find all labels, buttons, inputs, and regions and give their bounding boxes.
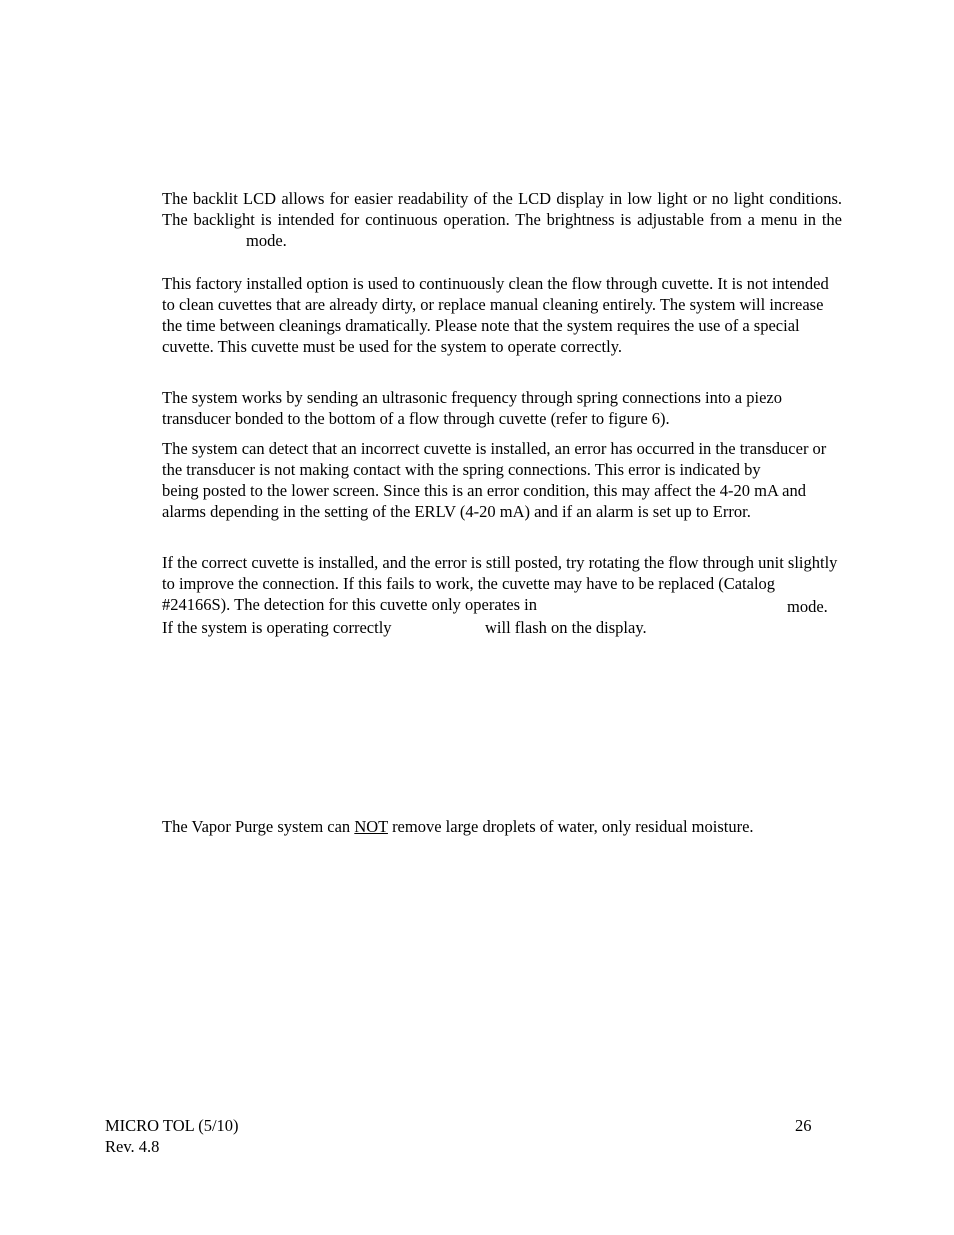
- page-footer: [105, 1115, 239, 1157]
- page-number: 26: [795, 1116, 812, 1135]
- troubleshooting-text-4: will flash on the display.: [485, 618, 647, 637]
- troubleshooting-lines: [162, 552, 842, 615]
- troubleshooting-mode-word: mode.: [787, 597, 828, 616]
- cleaning-option-text: This factory installed option is used to continuously clean the flow through cuvette. It is not intended to clean cuvettes that are already dirty, or replace manual cleaning entirely. The system will increase the time between cleanings dramatically. Please note that the system requires the use of a special cuvette. This cuvette must be used for the system to operate correctly.: [162, 274, 829, 356]
- vapor-purge-text-1: The Vapor Purge system can: [162, 817, 351, 836]
- backlit-text-1: The backlit LCD allows for easier readability of the LCD display in low light or no light conditions. The backlight is intended for continuous operation. The brightness is adjustable from a menu in the: [162, 189, 842, 229]
- troubleshooting-text-1: If the correct cuvette is installed, and the error is still posted, try rotating the flow through unit slightly to improve the connection. If this fails to work, the cuvette may have to be replaced (Catalog #24166S). The detection for this cuvette only operates in: [162, 553, 838, 614]
- vapor-purge-text-2: remove large droplets of water, only residual moisture.: [392, 817, 754, 836]
- vapor-purge-paragraph: [162, 816, 842, 837]
- cleaning-option-paragraph: [162, 273, 842, 357]
- backlit-lcd-paragraph: [162, 188, 842, 251]
- error-detection-text-2: being posted to the lower screen. Since this is an error condition, this may affect the 4-20 mA and alarms depending in the setting of the ERLV (4-20 mA) and if an alarm is set up to Error.: [162, 481, 806, 521]
- troubleshooting-text-3: If the system is operating correctly: [162, 618, 392, 637]
- ultrasonic-paragraph: [162, 387, 842, 429]
- error-detection-text-1: The system can detect that an incorrect cuvette is installed, an error has occurred in the transducer or the transducer is not making contact with the spring connections. This error is indicated by: [162, 439, 827, 479]
- error-detection-paragraph: [162, 438, 842, 522]
- vapor-purge-emphasis: NOT: [354, 817, 388, 836]
- footer-doc-title: MICRO TOL (5/10): [105, 1116, 239, 1135]
- ultrasonic-text: The system works by sending an ultrasonic frequency through spring connections into a piezo transducer bonded to the bottom of a flow through cuvette (refer to figure 6).: [162, 388, 782, 428]
- footer-revision: Rev. 4.8: [105, 1137, 160, 1156]
- backlit-text-2: mode.: [246, 231, 287, 250]
